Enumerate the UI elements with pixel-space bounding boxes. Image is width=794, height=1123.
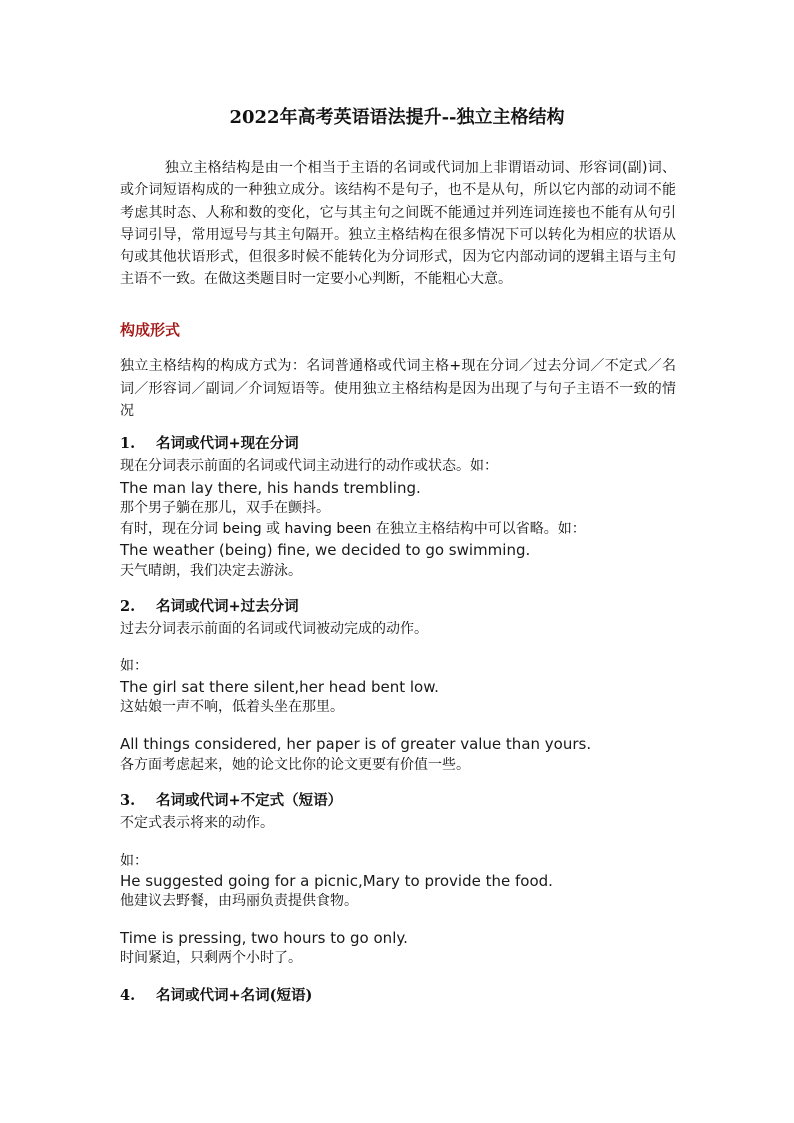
section-intro-paragraph: 独立主格结构的构成方式为：名词普通格或代词主格+现在分词／过去分词／不定式／名词／形容词／副词／介词短语等。使用独立主格结构是因为出现了与句子主语不一致的情况	[120, 358, 676, 419]
example-translation: 天气晴朗，我们决定去游泳。	[120, 563, 302, 579]
part-1-heading	[120, 434, 299, 454]
example-sentence: All things considered, her paper is of greater value than yours.	[120, 735, 592, 753]
intro-paragraph: 独立主格结构是由一个相当于主语的名词或代词加上非谓语动词、形容词(副)词、或介词短语构成的一种独立成分。该结构不是句子，也不是从句，所以它内部的动词不能考虑其时态、人称和数的变化，它与其主句之间既不能通过并列连词连接也不能有从句引导词引导，常用逗号与其主句隔开。独立主格结构在很多情况下可以转化为相应的状语从句或其他状语形式，但很多时候不能转化为分词形式，因为它内部动词的逻辑主语与主句主语不一致。在做这类题目时一定要小心判断，不能粗心大意。	[120, 160, 676, 288]
example-translation: 那个男子躺在那儿，双手在颤抖。	[120, 500, 330, 516]
explanation-text: 过去分词表示前面的名词或代词被动完成的动作。	[120, 621, 428, 637]
example-translation: 时间紧迫，只剩两个小时了。	[120, 950, 302, 966]
part-title: 名词或代词+不定式（短语）	[156, 792, 343, 809]
part-2-heading	[120, 597, 299, 617]
example-sentence: Time is pressing, two hours to go only.	[120, 929, 408, 947]
part-title: 名词或代词+名词(短语)	[156, 987, 313, 1004]
part-number: 1.	[120, 435, 136, 452]
explanation-text: 不定式表示将来的动作。	[120, 815, 274, 831]
document-title: 2022年高考英语语法提升--独立主格结构	[229, 107, 565, 128]
part-number: 3.	[120, 792, 136, 809]
part-title: 名词或代词+现在分词	[156, 435, 299, 452]
example-sentence: The man lay there, his hands trembling.	[120, 479, 421, 497]
example-intro: 如：	[120, 658, 148, 674]
example-intro: 如：	[120, 853, 148, 869]
part-number: 2.	[120, 598, 136, 615]
part-title: 名词或代词+过去分词	[156, 598, 299, 615]
explanation-text: 现在分词表示前面的名词或代词主动进行的动作或状态。如：	[120, 458, 498, 474]
part-4-heading	[120, 986, 312, 1006]
part-number: 4.	[120, 987, 136, 1004]
part-3-heading	[120, 791, 342, 811]
example-translation: 这姑娘一声不响，低着头坐在那里。	[120, 699, 344, 715]
example-translation: 他建议去野餐，由玛丽负责提供食物。	[120, 893, 358, 909]
example-sentence: The girl sat there silent,her head bent low.	[120, 678, 439, 696]
section-heading: 构成形式	[120, 321, 181, 339]
explanation-text: 有时，现在分词 being 或 having been 在独立主格结构中可以省略。如：	[120, 521, 586, 537]
example-translation: 各方面考虑起来，她的论文比你的论文更要有价值一些。	[120, 757, 470, 773]
example-sentence: He suggested going for a picnic,Mary to provide the food.	[120, 872, 553, 890]
example-sentence: The weather (being) fine, we decided to go swimming.	[120, 541, 531, 559]
